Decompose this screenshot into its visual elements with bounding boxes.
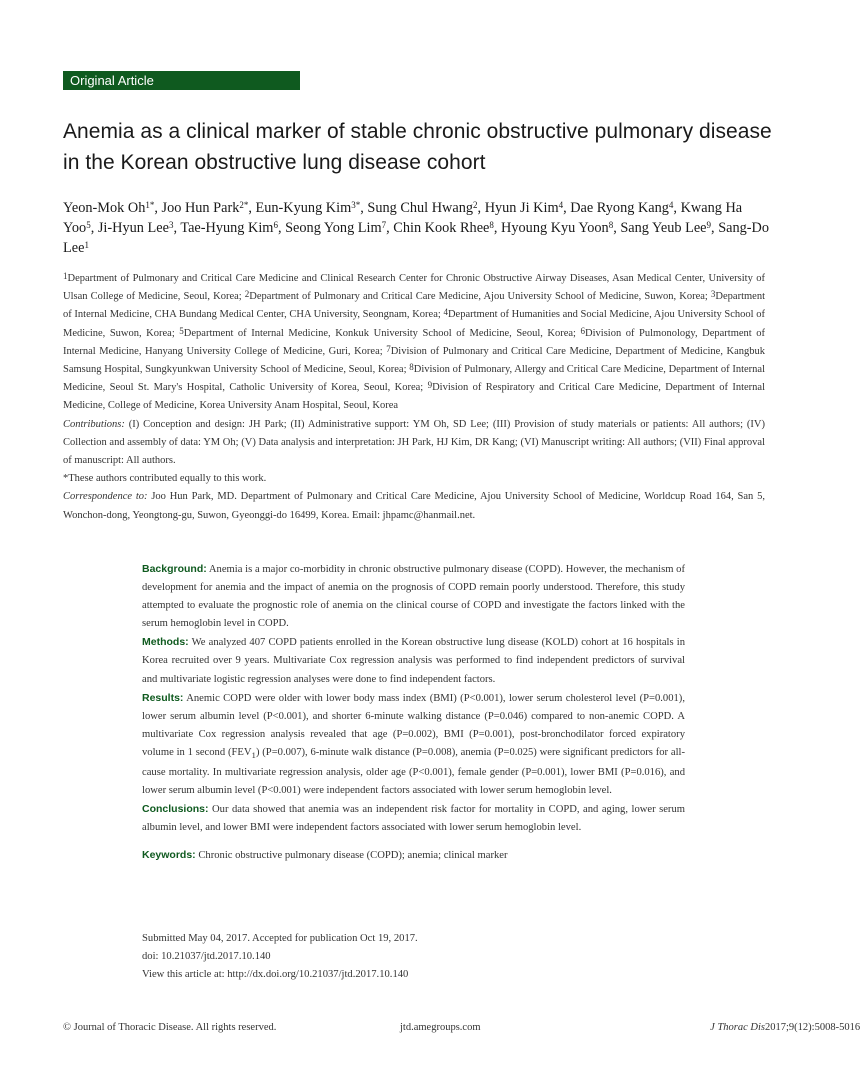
abstract <box>142 560 685 865</box>
copyright: © Journal of Thoracic Disease. All rights reserved. <box>63 1022 277 1033</box>
doi[interactable]: doi: 10.21037/jtd.2017.10.140 <box>142 951 271 963</box>
contributions: Contributions: (I) Conception and design: JH Park; (II) Administrative support: YM Oh, SD Lee; (III) Provision of study materials or patients: All authors; (IV) Collection and assembly of data: YM Oh; (V) Data analysis and interpretation: JH Park, HJ Kim, DR Kang; (VI) Manuscript writing: All authors; (VII) Final approval of manuscript: All authors. <box>63 418 765 467</box>
author[interactable]: Tae-Hyung Kim <box>180 220 274 236</box>
article-link[interactable]: View this article at: http://dx.doi.org/10.21037/jtd.2017.10.140 <box>142 969 409 981</box>
author[interactable]: Kwang Ha Yoo <box>63 200 743 236</box>
front-matter <box>63 270 765 525</box>
submission-info <box>142 930 418 985</box>
author[interactable]: Hyoung Kyu Yoon <box>501 220 609 236</box>
submission-dates: Submitted May 04, 2017. Accepted for publication Oct 19, 2017. <box>142 933 418 944</box>
author[interactable]: Joo Hun Park <box>161 200 240 216</box>
author[interactable]: Sang-Do Lee <box>63 220 770 256</box>
abstract-background: Background: Anemia is a major co-morbidity in chronic obstructive pulmonary disease (COPD). However, the mechanism of development for anemia and the impact of anemia on the prognosis of COPD remain poorly understood. Therefore, this study attempted to evaluate the prognostic role of anemia on the clinical course of COPD and investigate the factors linked with the serum hemoglobin level in COPD. <box>142 563 685 630</box>
page-footer <box>63 1022 860 1038</box>
keywords: Keywords: Chronic obstructive pulmonary disease (COPD); anemia; clinical marker <box>142 848 508 861</box>
abstract-results: Results: Anemic COPD were older with lower body mass index (BMI) (P<0.001), lower serum cholesterol level (P=0.001), lower serum albumin level (P<0.001), and shorter 6-minute walking distance (P=0.046) compared to non-anemic COPD. A multivariate Cox regression analysis revealed that age (P=0.002), BMI (P=0.001), post-bronchodilator forced expiratory volume in 1 second $(FEV_1)$ (P=0.007), 6-minute walk distance (P=0.008), anemia (P=0.025) were significant predictors for all-cause mortality. In multivariate regression analysis, older age (P<0.001), female gender (P=0.001), lower BMI (P=0.016), and lower serum albumin level (P<0.001) were independent factors associated with lower serum hemoglobin level. <box>142 691 685 797</box>
journal-site-link[interactable]: jtd.amegroups.com <box>400 1022 481 1033</box>
author[interactable]: Sang Yeub Lee <box>620 220 707 236</box>
author[interactable]: Chin Kook Rhee <box>393 220 490 236</box>
correspondence: Correspondence to: Joo Hun Park, MD. Department of Pulmonary and Critical Care Medicine, Ajou University School of Medicine, Worldcup Road 164, San 5, Wonchon-dong, Yeongtong-gu, Suwon, Gyeonggi-do 16499, Korea. Email: jhpamc@hanmail.net. <box>63 491 765 521</box>
equal-contribution-note: *These authors contributed equally to this work. <box>63 473 267 485</box>
affiliations: $^1$Department of Pulmonary and Critical Care Medicine and Clinical Research Center for Chronic Obstructive Airway Diseases, Asan Medical Center, University of Ulsan College of Medicine, Seoul, Korea; $^2$Department of Pulmonary and Critical Care Medicine, Ajou University School of Medicine, Suwon, Korea; $^3$Department of Internal Medicine, CHA Bundang Medical Center, CHA University, Seongnam, Korea; $^4$Department of Humanities and Social Medicine, Ajou University School of Medicine, Suwon, Korea; $^5$Department of Internal Medicine, Konkuk University School of Medicine, Seoul, Korea; $^6$Division of Pulmonology, Department of Internal Medicine, Hanyang University College of Medicine, Guri, Korea; $^7$Division of Pulmonary and Critical Care Medicine, Department of Medicine, Kangbuk Samsung Hospital, Sungkyunkwan University School of Medicine, Seoul, Korea; $^8$Division of Pulmonary, Allergy and Critical Care Medicine, Department of Internal Medicine, Seoul St. Mary's Hospital, Catholic University of Korea, Seoul, Korea; $^9$Division of Respiratory and Critical Care Medicine, Department of Internal Medicine, College of Medicine, Korea University Anam Hospital, Seoul, Korea <box>63 271 766 412</box>
author[interactable]: Seong Yong Lim <box>285 220 382 236</box>
author[interactable]: Dae Ryong Kang <box>570 200 669 216</box>
article-title: Anemia as a clinical marker of stable chronic obstructive pulmonary disease in the Korean obstructive lung disease cohort <box>63 120 772 174</box>
author[interactable]: Hyun Ji Kim <box>484 200 559 216</box>
citation: J Thorac Dis 2017;9(12):5008-5016 <box>710 1022 860 1033</box>
abstract-methods: Methods: We analyzed 407 COPD patients enrolled in the Korean obstructive lung disease (KOLD) cohort at 16 hospitals in Korea recruited over 9 years. Multivariate Cox regression analysis was performed to find independent predictors of survival and multivariate logistic regression analyses were done to find independent factors. <box>142 636 685 685</box>
article-type-badge: Original Article <box>63 71 300 90</box>
author[interactable]: Sung Chul Hwang <box>367 200 474 216</box>
author[interactable]: Ji-Hyun Lee <box>97 220 169 236</box>
author[interactable]: Yeon-Mok Oh <box>63 200 146 216</box>
author-list: Yeon-Mok $Oh^{1*}$, Joo Hun Park$^{2*}$, Eun-Kyung Kim$^{3*}$, Sung Chul Hwang$^2$, Hyun Ji Kim$^4$, Dae Ryong Kang$^4$, Kwang Ha Yoo$^5$, Ji-Hyun Lee$^3$, Tae-Hyung Kim$^6$, Seong Yong Lim$^7$, Chin Kook Rhee$^8$, Hyoung Kyu Yoon$^8$, Sang Yeub Lee$^9$, Sang-Do Lee$^1$ <box>63 200 770 256</box>
abstract-conclusions: Conclusions: Our data showed that anemia was an independent risk factor for mortality in COPD, and aging, lower serum albumin level, and lower BMI were independent factors associated with lower serum hemoglobin level. <box>142 803 685 834</box>
author[interactable]: Eun-Kyung Kim <box>255 200 352 216</box>
